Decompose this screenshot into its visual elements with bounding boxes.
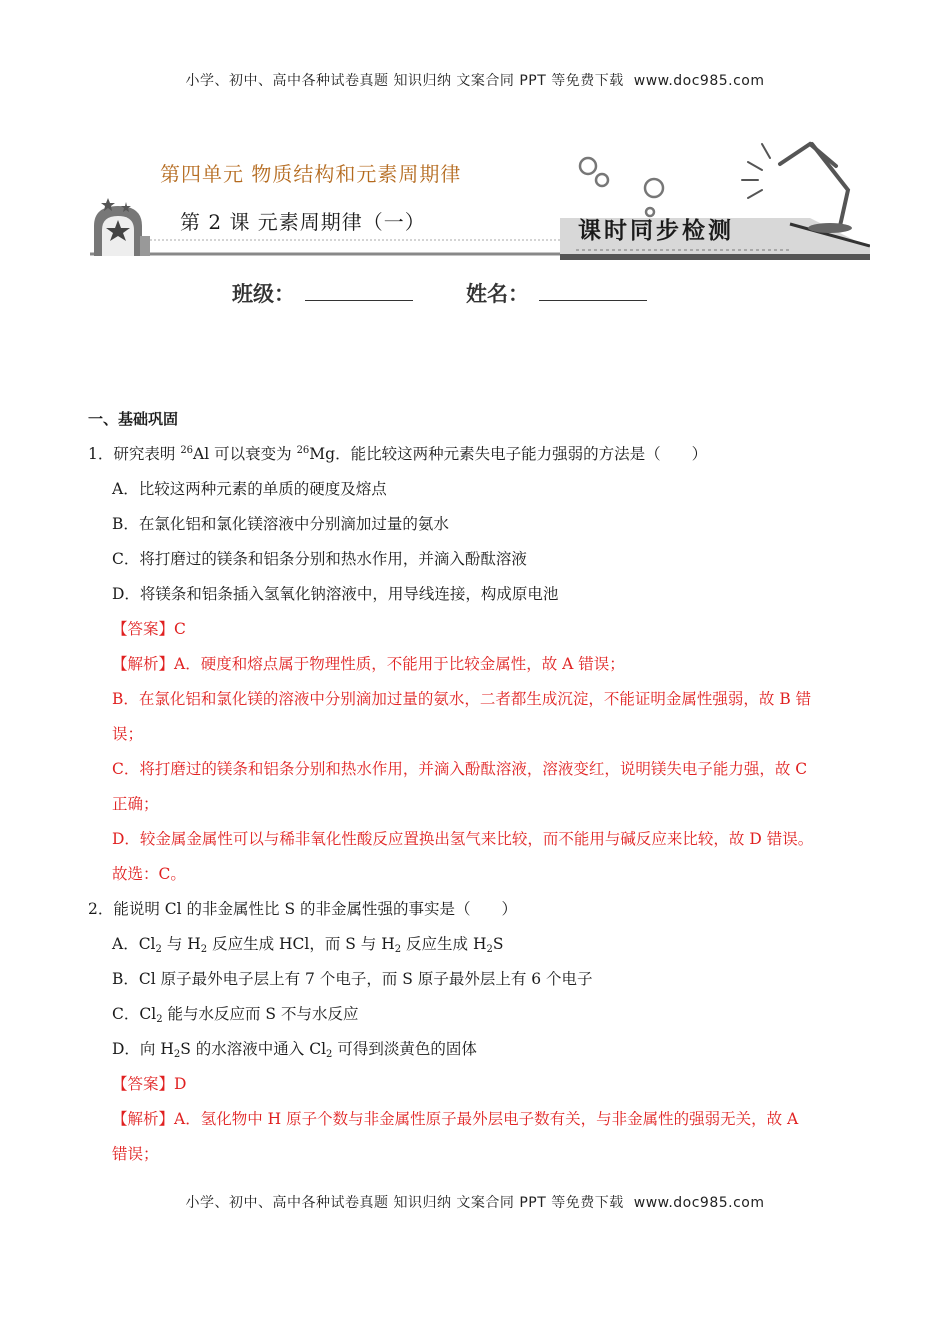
question-2-analysis-line: 【解析】A．氢化物中 H 原子个数与非金属性原子最外层电子数有关，与非金属性的强弱无关，故 A bbox=[112, 1110, 799, 1128]
question-1-option-c: C．将打磨过的镁条和铝条分别和热水作用，并滴入酚酞溶液 bbox=[112, 550, 527, 568]
question-1-analysis-line: 误； bbox=[112, 725, 144, 743]
question-1-answer: 【答案】C bbox=[112, 620, 186, 638]
question-1-analysis-line: 故选：C。 bbox=[112, 865, 186, 883]
question-2-option-d: D．向 $H_2S$ 的水溶液中通入 $Cl_2$ 可得到淡黄色的固体 bbox=[112, 1040, 477, 1060]
class-input-line[interactable] bbox=[305, 282, 413, 301]
name-input-line[interactable] bbox=[539, 282, 647, 301]
name-label: 姓名： bbox=[466, 282, 529, 306]
class-label: 班级： bbox=[232, 282, 295, 306]
question-1-analysis-line: D．较金属金属性可以与稀非氧化性酸反应置换出氢气来比较，而不能用与碱反应来比较，故 D 错误。 bbox=[112, 830, 814, 848]
stamp-title: 课时同步检测 bbox=[578, 217, 734, 244]
banner-text: 小学、初中、高中各种试卷真题 知识归纳 文案合同 PPT 等免费下载 bbox=[185, 1195, 624, 1211]
site-banner-top bbox=[0, 70, 950, 90]
banner-text: 小学、初中、高中各种试卷真题 知识归纳 文案合同 PPT 等免费下载 bbox=[185, 73, 624, 89]
question-2-option-c: C．$Cl_2$ 能与水反应而 S 不与水反应 bbox=[112, 1005, 359, 1025]
question-2-answer: 【答案】D bbox=[112, 1075, 187, 1093]
lesson-title: 第 2 课 元素周期律（一） bbox=[180, 210, 426, 234]
question-1-option-b: B．在氯化铝和氯化镁溶液中分别滴加过量的氨水 bbox=[112, 515, 449, 533]
question-2-option-b: B．Cl 原子最外电子层上有 7 个电子，而 S 原子最外层上有 6 个电子 bbox=[112, 970, 593, 988]
class-field bbox=[232, 278, 413, 308]
bubbles-decoration bbox=[580, 158, 663, 216]
banner-url[interactable]: www.doc985.com bbox=[633, 73, 765, 89]
question-1-option-a: A．比较这两种元素的单质的硬度及熔点 bbox=[112, 480, 387, 498]
question-2-option-a: A．$Cl_2$ 与 $H_2$ 反应生成 HCl，而 S 与 $H_2$ 反应生成 $H_2S$ bbox=[112, 935, 504, 955]
question-2-analysis-line: 错误； bbox=[112, 1145, 159, 1163]
question-1-analysis-line: 正确； bbox=[112, 795, 159, 813]
question-1-option-d: D．将镁条和铝条插入氢氧化钠溶液中，用导线连接，构成原电池 bbox=[112, 585, 559, 603]
unit-title: 第四单元 物质结构和元素周期律 bbox=[160, 162, 462, 186]
banner-url[interactable]: www.doc985.com bbox=[633, 1195, 765, 1211]
star-badge-icon bbox=[94, 198, 150, 256]
question-1-stem: 1．研究表明 $^{26}$Al 可以衰变为 $^{26}$Mg．能比较这两种元素失电子能力强弱的方法是（ ） bbox=[88, 445, 708, 463]
section-title: 一、基础巩固 bbox=[88, 410, 179, 428]
question-2-stem: 2．能说明 Cl 的非金属性比 S 的非金属性强的事实是（ ） bbox=[88, 900, 518, 918]
question-1-analysis-line: C．将打磨过的镁条和铝条分别和热水作用，并滴入酚酞溶液，溶液变红，说明镁失电子能力强，故 C bbox=[112, 760, 808, 778]
question-1-analysis-line: 【解析】A．硬度和熔点属于物理性质，不能用于比较金属性，故 A 错误； bbox=[112, 655, 625, 673]
worksheet-content bbox=[88, 402, 868, 1172]
site-banner-bottom bbox=[0, 1192, 950, 1212]
question-1-analysis-line: B．在氯化铝和氯化镁的溶液中分别滴加过量的氨水，二者都生成沉淀，不能证明金属性强弱，故 B 错 bbox=[112, 690, 812, 708]
name-field bbox=[466, 278, 647, 308]
